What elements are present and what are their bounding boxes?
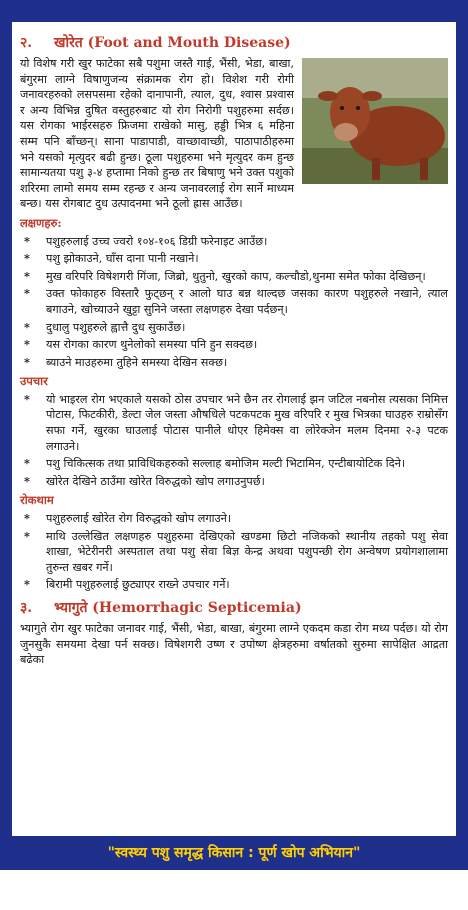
list-item: * मुख वरिपरि विषेशगरी गिंजा, जिब्रो, थुतुनो, खुरको काप, कल्चौडो,थुनमा समेत फोका देखिछन्। [20,269,448,285]
list-item: * माथि उल्लेखित लक्षणहरु पशुहरुमा देखिएको खण्डमा छिटो नजिकको स्थानीय तहको पशु सेवा शाखा, भेटेरीनरी अस्पताल तथा पशु सेवा बिज्ञ केन्द्र अथवा पशुपन्छी रोग अन्वेषण प्रयोगशालामा तुरुन्त खबर गर्ने। [20,529,448,576]
list-item: * पशुहरुलाई खोरेत रोग विरुद्धको खोप लगाउने। [20,511,448,527]
section-3-heading [20,599,448,617]
treatment-heading: उपचार [20,374,48,389]
leaflet-content [20,28,448,668]
top-frame [0,0,468,22]
list-item: * ब्याउने माउहरुमा तुहिने समस्या देखिन सक्छ। [20,355,448,371]
right-frame [456,0,468,870]
symptoms-heading: लक्षणहरु: [20,215,62,230]
section-2-intro: यो विशेष गरी खुर फाटेका सबै पशुमा जस्तै गाई, भैंसी, भेडा, बाखा, बंगुरमा लाग्ने विषाणुजन्य संक्रामक रोग हो। विशेश गरी रोगी जनावरहरुको लसपसमा रहेको दानापानी, त्याल, दुध, श्वास प्रश्वास र अन्य विभिन्न दुषित वस्तुहरुबाट यो रोग निरोगी पशुहरुमा सर्दछ। यस रोगका भाईरसहरु फ्रिजमा राखेको मासु, हड्डी भित्र ६ महिना सम्म पनि बाँच्छन्। साना पाडापाडी, वाच्छावाच्छी, पाठापाठीहरुमा भने यसको मृत्युदर बढी हुन्छ। ठूला पशुहरुमा भने मृत्युदर कम हुन्छ सामान्यतया पशु ३-४ हप्तामा निको हुन्छ तर बिषाणु भने उक्त पशुको शरिरमा लामो समय सम्म रहन्छ र अन्य जनावरलाई रोग सार्ने माध्यम बन्छ। यस रोगबाट दुध उत्पादनमा भने ठूलो ह्रास आउँछ। [20,57,294,211]
symptoms-list [20,234,448,371]
section-2-heading [20,34,448,52]
list-item: * यस रोगका कारण थुनेलोको समस्या पनि हुन सक्दछ। [20,337,448,353]
left-frame [0,0,12,870]
section-3-number: ३. [20,600,33,616]
campaign-banner: "स्वस्थ्य पशु समृद्ध किसान : पूर्ण खोप अभियान" [107,845,361,861]
cow-photo [302,58,448,184]
list-item: * पशु चिकित्सक तथा प्राविधिकहरुको सल्लाह बमोजिम मल्टी भिटामिन, एन्टीबायोटिक दिने। [20,456,448,472]
list-item: * खोरेत देखिने ठाउँमा खोरेत विरुद्धको खोप लगाउनुपर्छ। [20,474,448,490]
bottom-margin [0,870,468,910]
treatment-list [20,392,448,490]
prevention-heading: रोकथाम [20,493,54,508]
prevention-list [20,511,448,593]
section-3-title: भ्यागुते (Hemorrhagic Septicemia) [54,600,302,616]
section-3-intro: भ्यागुते रोग खुर फाटेका जनावर गाई, भैंसी, भेडा, बाखा, बंगुरमा लाग्ने एकदम कडा रोग मध्य पर्दछ। यो रोग जुनसुकै समयमा देखा पर्न सक्छ। विषेशगरी उष्ण र उपोष्ण क्षेत्रहरुमा वर्षातको सुरुमा सापेक्षित आद्रता बढेका [20,622,448,667]
list-item: * दुधालु पशुहरुले ह्वात्तै दुध सुकाउँछ। [20,320,448,336]
section-2-title: खोरेत (Foot and Mouth Disease) [54,35,291,51]
list-item: * बिरामी पशुहरुलाई छुट्याएर राख्ने उपचार गर्ने। [20,577,448,593]
list-item: * यो भाइरल रोग भएकाले यसको ठोस उपचार भने छैन तर रोगलाई झन जटिल नबनोस त्यसका निमित्त पोटास, फिटकीरी, डेल्टा जेल जस्ता औषधिले पटकपटक मुख वरिपरि र मुख भित्रका घाउहरु राम्रोसँग सफा गर्ने, खुरका घाउलाई पोटास पानीले धोएर हिमेक्स वा लोरेक्जेन मलम दिनमा २-३ पटक लगाउने। [20,392,448,454]
section-2-number: २. [20,35,33,51]
list-item: * पशु झोकाउने, घाँस दाना पानी नखाने। [20,251,448,267]
list-item: * पशुहरुलाई उच्च ज्वरो १०४-१०६ डिग्री फरेनाइट आउँछ। [20,234,448,250]
list-item: * उक्त फोकाहरु विस्तारै फुट्छन् र आलो घाउ बन्न थाल्दछ जसका कारण पशुहरुले नखाने, त्याल बगाउने, खोच्याउने खुट्टा सुनिने जस्ता लक्षणहरु देखा पर्दछन्। [20,286,448,317]
